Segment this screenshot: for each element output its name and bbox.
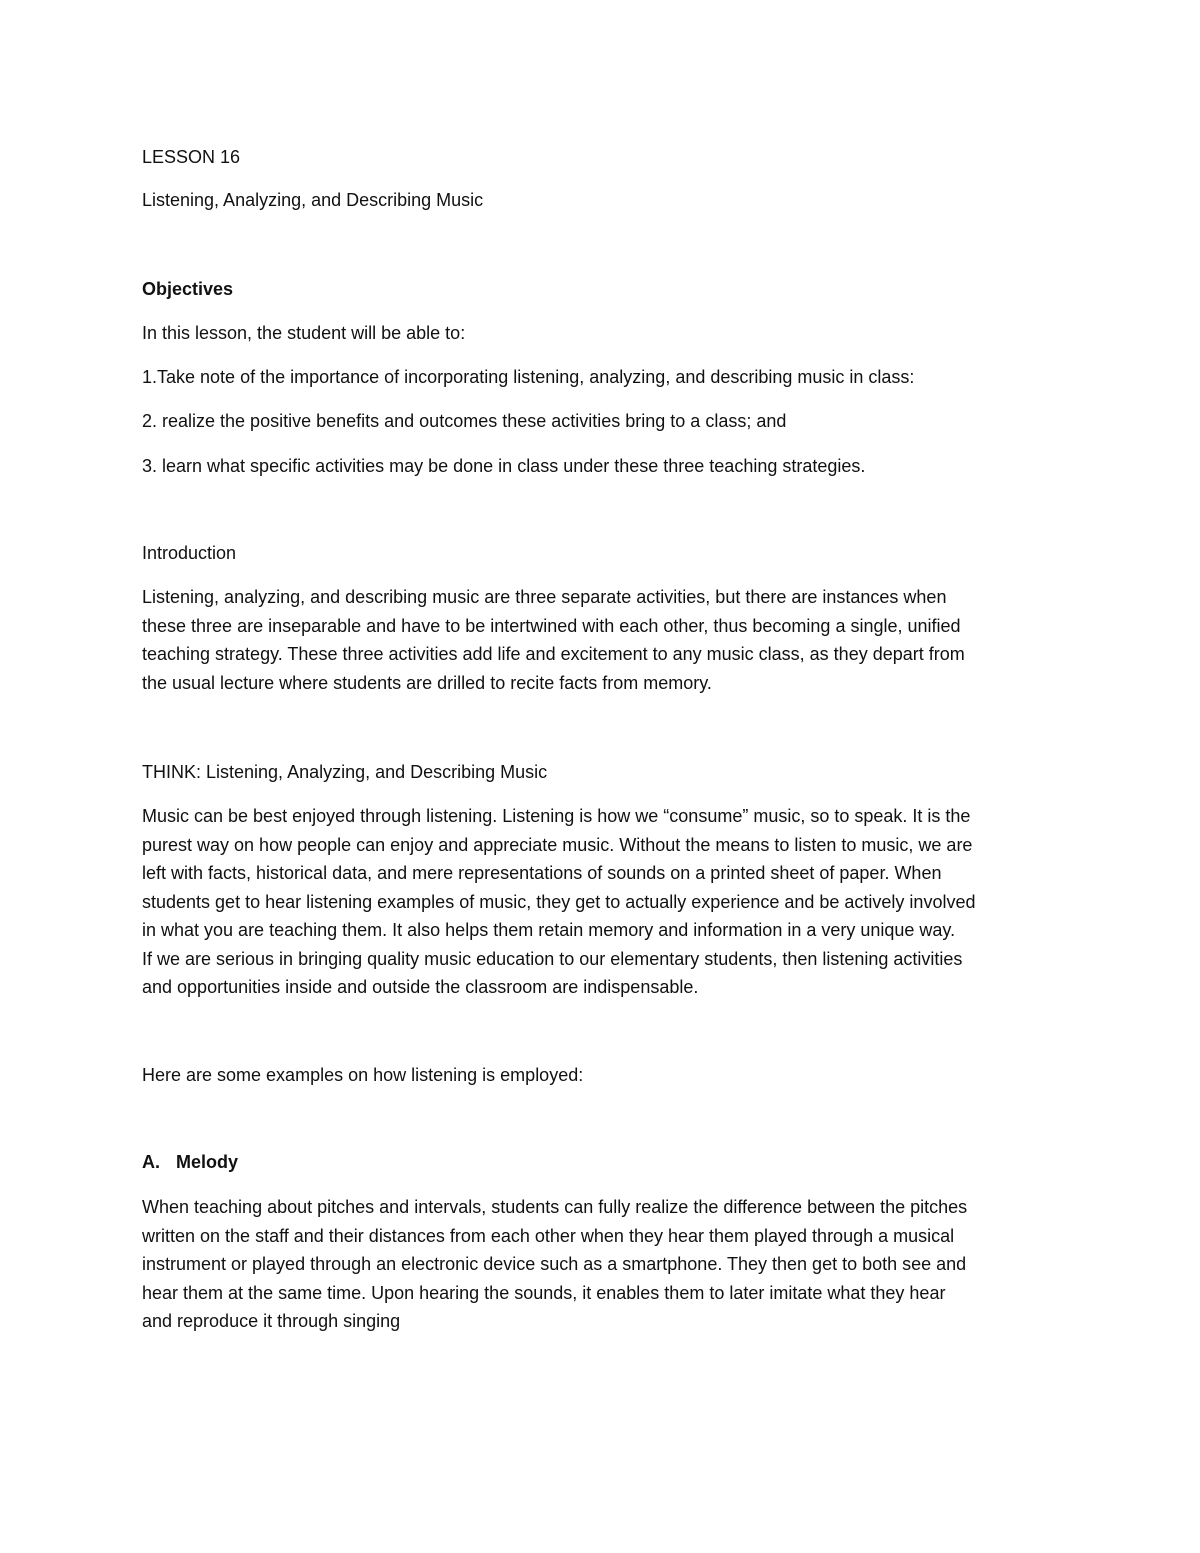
introduction-heading: Introduction xyxy=(142,543,237,563)
paragraph-line: students get to hear listening examples of music, they get to actually experience and be actively involved xyxy=(142,891,976,912)
objective-item-3: 3. learn what specific activities may be done in class under these three teaching strategies. xyxy=(142,456,866,476)
objectives-heading: Objectives xyxy=(142,279,234,299)
paragraph-line: When teaching about pitches and intervals, students can fully realize the difference between the pitches xyxy=(142,1197,968,1217)
paragraph-line: purest way on how people can enjoy and appreciate music. Without the means to listen to music, we are xyxy=(142,834,973,855)
lesson-title: Listening, Analyzing, and Describing Music xyxy=(142,190,484,210)
paragraph-line: If we are serious in bringing quality music education to our elementary students, then listening activities xyxy=(142,948,963,969)
paragraph-line: in what you are teaching them. It also helps them retain memory and information in a very unique way. xyxy=(142,920,956,940)
melody-heading xyxy=(142,1148,1067,1177)
objective-item-1: 1.Take note of the importance of incorporating listening, analyzing, and describing music in class: xyxy=(142,367,915,387)
paragraph-line: the usual lecture where students are drilled to recite facts from memory. xyxy=(142,672,712,693)
paragraph-line: Listening, analyzing, and describing music are three separate activities, but there are instances when xyxy=(142,587,947,607)
lesson-number: LESSON 16 xyxy=(142,147,241,167)
paragraph-line: and opportunities inside and outside the classroom are indispensable. xyxy=(142,977,699,997)
paragraph-line: hear them at the same time. Upon hearing the sounds, it enables them to later imitate what they hear xyxy=(142,1282,946,1303)
melody-paragraph xyxy=(142,1193,1067,1336)
paragraph-line: and reproduce it through singing xyxy=(142,1311,401,1331)
melody-letter: A. xyxy=(142,1152,160,1172)
paragraph-line: left with facts, historical data, and mere representations of sounds on a printed sheet of paper. When xyxy=(142,863,942,883)
objective-item-2: 2. realize the positive benefits and outcomes these activities bring to a class; and xyxy=(142,411,787,431)
paragraph-line: Music can be best enjoyed through listening. Listening is how we “consume” music, so to speak. It is the xyxy=(142,806,971,826)
think-paragraph xyxy=(142,802,1067,1002)
melody-title: Melody xyxy=(176,1152,239,1172)
paragraph-line: these three are inseparable and have to be intertwined with each other, thus becoming a single, unified xyxy=(142,615,961,636)
objectives-lead: In this lesson, the student will be able to: xyxy=(142,323,466,343)
introduction-paragraph xyxy=(142,583,1067,697)
paragraph-line: written on the staff and their distances from each other when they hear them played through a musical xyxy=(142,1225,955,1246)
think-heading: THINK: Listening, Analyzing, and Describing Music xyxy=(142,762,548,782)
paragraph-line: teaching strategy. These three activities add life and excitement to any music class, as they depart from xyxy=(142,644,965,664)
examples-lead: Here are some examples on how listening is employed: xyxy=(142,1065,584,1085)
paragraph-line: instrument or played through an electronic device such as a smartphone. They then get to both see and xyxy=(142,1254,967,1274)
